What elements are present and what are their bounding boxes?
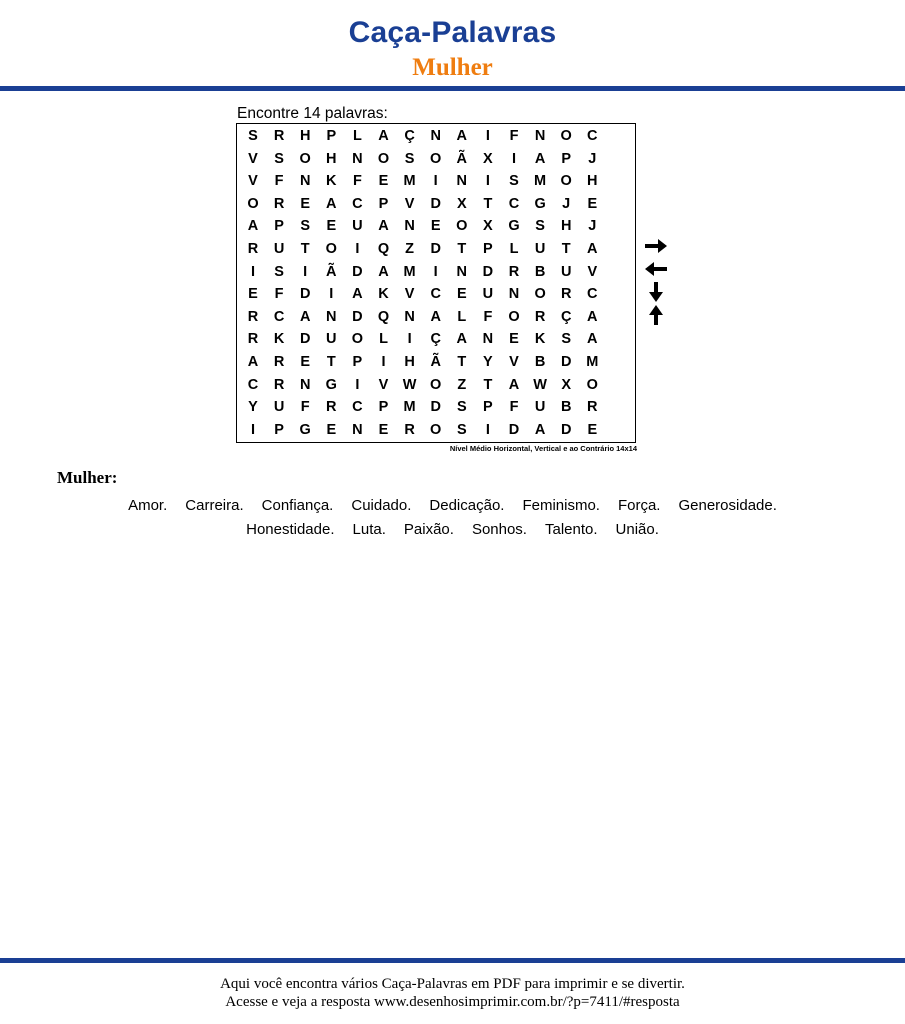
grid-letter[interactable]: O [247,195,259,212]
grid-letter[interactable]: I [303,263,308,280]
word-list-item: Força. [617,497,661,514]
top-divider [0,86,905,91]
grid-letter[interactable]: Ç [404,128,415,144]
grid-row [237,170,635,193]
grid-letter[interactable]: I [329,286,334,303]
grid-letter[interactable]: A [247,354,259,370]
grid-letter[interactable]: A [456,331,468,348]
grid-letter[interactable]: L [457,308,467,325]
word-list-item: Sonhos. [471,521,527,538]
grid-row [237,283,635,306]
grid-letter[interactable]: R [404,421,415,438]
grid-letter[interactable]: I [485,421,490,438]
word-list-item: Amor. [128,497,168,514]
grid-letter[interactable]: V [248,150,258,167]
grid-row [237,193,635,216]
grid-letter[interactable]: S [404,150,415,167]
grid-letter[interactable]: K [273,331,285,348]
grid-letter[interactable]: R [273,354,285,370]
grid-letter[interactable]: E [248,286,258,303]
grid-letter[interactable]: T [300,241,310,257]
grid-letter[interactable]: E [326,218,337,235]
grid-letter[interactable]: S [274,150,284,167]
grid-letter[interactable]: B [560,399,572,416]
grid-letter[interactable]: S [561,331,572,348]
grid-letter[interactable]: D [430,399,441,416]
grid-letter[interactable]: E [300,195,311,212]
grid-letter[interactable]: D [352,308,363,325]
grid-letter[interactable]: E [378,173,389,190]
grid-letter[interactable]: Z [457,376,467,393]
grid-letter[interactable]: E [587,195,598,212]
grid-letter[interactable]: E [456,286,467,303]
grid-letter[interactable]: B [534,263,546,280]
arrow-right-icon [643,235,669,257]
grid-letter[interactable]: M [534,173,547,190]
grid-letter[interactable]: F [300,399,310,416]
grid-letter[interactable]: P [274,421,284,438]
grid-letter[interactable]: Y [248,399,258,416]
grid-letter[interactable]: Q [377,308,390,325]
grid-letter[interactable]: S [535,218,545,235]
grid-letter[interactable]: O [560,173,572,190]
grid-letter[interactable]: T [457,241,467,257]
grid-letter[interactable]: N [352,421,363,438]
footer-info: Aqui você encontra vários Caça-Palavras em PDF para imprimir e se divertir. [220,976,685,992]
grid-letter[interactable]: U [273,241,285,257]
grid-letter[interactable]: A [326,195,337,212]
grid-letter[interactable]: I [485,128,490,144]
grid-letter[interactable]: T [457,354,467,370]
grid-letter[interactable]: R [587,399,598,416]
grid-letter[interactable]: Q [377,241,390,257]
grid-letter[interactable]: F [274,173,284,190]
grid-letter[interactable]: K [378,286,389,303]
grid-letter[interactable]: H [326,150,337,167]
grid-letter[interactable]: F [274,286,284,303]
grid-letter[interactable]: G [534,195,546,212]
grid-letter[interactable]: M [586,354,599,370]
grid-letter[interactable]: A [352,286,363,303]
grid-letter[interactable]: D [299,286,311,303]
grid-letter[interactable]: I [250,263,256,280]
grid-letter[interactable]: A [456,128,468,144]
grid-letter[interactable]: S [274,263,284,280]
grid-letter[interactable]: N [352,150,363,167]
grid-letter[interactable]: C [587,286,598,303]
grid-letter[interactable]: S [456,399,467,416]
grid-letter[interactable]: S [456,421,467,438]
word-list-item: Cuidado. [351,497,412,514]
grid-letter[interactable]: O [456,218,468,235]
grid-letter[interactable]: O [299,150,311,167]
grid-row [237,261,635,284]
grid-letter[interactable]: R [273,128,285,144]
grid-letter[interactable]: G [299,421,311,438]
grid-letter[interactable]: F [509,128,519,144]
grid-letter[interactable]: A [378,218,389,235]
grid-letter[interactable]: C [352,399,363,416]
grid-letter[interactable]: V [248,173,258,190]
grid-letter[interactable]: V [378,376,389,393]
grid-letter[interactable]: A [378,128,389,144]
grid-letter[interactable]: A [587,331,598,348]
grid-letter[interactable]: P [483,399,493,416]
grid-letter[interactable]: U [534,241,546,257]
grid-letter[interactable]: N [508,286,520,303]
grid-letter[interactable]: S [509,173,519,190]
footer-answer-link[interactable]: Acesse e veja a resposta www.desenhosimprimir.com.br/?p=7411/#resposta [225,994,680,1010]
grid-letter[interactable]: D [430,241,441,257]
grid-letter[interactable]: I [485,173,490,190]
grid-letter[interactable]: Ç [560,308,572,325]
grid-letter[interactable]: E [430,218,441,235]
word-list-item: Confiança. [261,497,334,514]
word-list-item: Generosidade. [678,497,777,514]
grid-letter[interactable]: O [430,376,442,393]
grid-letter[interactable]: I [407,331,412,348]
word-list-item: Paixão. [403,521,454,538]
grid-letter[interactable]: U [273,399,285,416]
grid-letter[interactable]: N [299,376,311,393]
grid-letter[interactable]: P [378,399,389,416]
grid-letter[interactable]: F [352,173,362,190]
puzzle-instructions: Encontre 14 palavras: [237,105,388,122]
word-list-line-2 [0,521,905,538]
grid-letter[interactable]: R [534,308,546,325]
grid-letter[interactable]: H [587,173,598,190]
grid-letter[interactable]: C [352,195,363,212]
grid-letter[interactable]: P [378,195,389,212]
grid-letter[interactable]: P [352,354,363,370]
grid-letter[interactable]: O [325,241,337,257]
grid-letter[interactable]: A [430,308,441,325]
word-list-item: Dedicação. [429,497,505,514]
grid-letter[interactable]: A [508,376,520,393]
grid-letter[interactable]: W [533,376,547,393]
grid-letter[interactable]: V [404,286,415,303]
grid-row [237,215,635,238]
grid-letter[interactable]: K [534,331,546,348]
word-list-item: Carreira. [185,497,244,514]
grid-letter[interactable]: R [273,376,285,393]
grid-letter[interactable]: U [326,331,337,348]
grid-letter[interactable]: N [456,173,468,190]
grid-letter[interactable]: T [483,376,493,393]
grid-letter[interactable]: O [508,308,520,325]
difficulty-note: Nível Médio Horizontal, Vertical e ao Contrário 14x14 [449,444,637,453]
grid-letter[interactable]: U [560,263,572,280]
grid-letter[interactable]: V [587,263,598,280]
grid-letter[interactable]: N [404,308,415,325]
grid-letter[interactable]: M [403,173,416,190]
grid-letter[interactable]: V [404,195,415,212]
grid-letter[interactable]: E [326,421,337,438]
grid-letter[interactable]: E [587,421,598,438]
grid-letter[interactable]: F [483,308,493,325]
grid-letter[interactable]: O [560,128,572,144]
grid-letter[interactable]: T [326,354,336,370]
grid-letter[interactable]: J [588,150,597,167]
grid-letter[interactable]: A [299,308,311,325]
grid-letter[interactable]: Y [483,354,493,370]
grid-letter[interactable]: R [508,263,520,280]
grid-row [237,328,635,351]
grid-letter[interactable]: A [534,150,546,167]
grid-letter[interactable]: B [534,354,546,370]
grid-row [237,351,635,374]
grid-letter[interactable]: P [326,128,337,144]
grid-letter[interactable]: C [247,376,259,393]
word-search-grid [236,123,636,443]
grid-row [237,125,635,148]
grid-letter[interactable]: K [326,173,337,190]
grid-letter[interactable]: A [247,218,259,235]
page-subtitle: Mulher [412,54,493,81]
grid-letter[interactable]: U [352,218,363,235]
grid-letter[interactable]: R [247,241,259,257]
grid-letter[interactable]: X [483,150,493,167]
grid-letter[interactable]: G [508,218,520,235]
grid-letter[interactable]: O [430,150,442,167]
grid-letter[interactable]: D [508,421,520,438]
grid-letter[interactable]: D [482,263,494,280]
grid-letter[interactable]: O [430,421,442,438]
word-list-line-1 [0,497,905,514]
grid-letter[interactable]: R [326,399,337,416]
grid-letter[interactable]: D [560,354,572,370]
grid-letter[interactable]: N [456,263,468,280]
grid-letter[interactable]: D [299,331,311,348]
arrow-up-icon [643,304,669,326]
grid-letter[interactable]: N [534,128,546,144]
grid-letter[interactable]: I [355,376,360,393]
grid-letter[interactable]: N [430,128,441,144]
grid-letter[interactable]: U [482,286,494,303]
word-list-item: União. [615,521,659,538]
arrow-down-icon [643,281,669,303]
grid-letter[interactable]: R [273,195,285,212]
grid-letter[interactable]: N [326,308,337,325]
grid-letter[interactable]: E [378,421,389,438]
grid-letter[interactable]: O [377,150,390,167]
grid-letter[interactable]: D [352,263,363,280]
grid-row [237,306,635,329]
grid-letter[interactable]: G [325,376,337,393]
grid-letter[interactable]: R [247,331,259,348]
grid-letter[interactable]: C [273,308,285,325]
grid-letter[interactable]: A [378,263,389,280]
grid-letter[interactable]: Z [405,241,415,257]
grid-letter[interactable]: O [534,286,546,303]
grid-letter[interactable]: L [352,128,362,144]
grid-letter[interactable]: T [483,195,493,212]
grid-letter[interactable]: R [560,286,572,303]
grid-letter[interactable]: J [588,218,597,235]
grid-row [237,419,635,442]
grid-letter[interactable]: T [561,241,571,257]
grid-letter[interactable]: H [299,128,311,144]
grid-letter[interactable]: I [511,150,517,167]
grid-letter[interactable]: C [587,128,598,144]
grid-letter[interactable]: Ã [326,263,337,280]
grid-letter[interactable]: I [381,354,386,370]
grid-row [237,374,635,397]
grid-letter[interactable]: N [482,331,494,348]
grid-letter[interactable]: P [483,241,493,257]
grid-letter[interactable]: M [403,263,416,280]
grid-letter[interactable]: P [274,218,284,235]
grid-letter[interactable]: H [404,354,415,370]
grid-letter[interactable]: A [587,308,598,325]
grid-letter[interactable]: L [509,241,519,257]
word-list-item: Luta. [352,521,386,538]
grid-letter[interactable]: H [560,218,572,235]
grid-letter[interactable]: L [379,331,388,348]
grid-letter[interactable]: E [509,331,519,348]
grid-letter[interactable]: I [433,263,438,280]
word-list-item: Honestidade. [246,521,335,538]
grid-letter[interactable]: I [355,241,360,257]
grid-letter[interactable]: X [483,218,493,235]
grid-letter[interactable]: Ç [430,331,441,348]
grid-letter[interactable]: P [561,150,572,167]
grid-row [237,396,635,419]
arrow-left-icon [643,258,669,280]
grid-letter[interactable]: A [587,241,598,257]
grid-letter[interactable]: O [351,331,364,348]
grid-letter[interactable]: A [534,421,546,438]
grid-letter[interactable]: W [402,376,417,393]
grid-letter[interactable]: Ã [456,150,468,167]
word-list-heading: Mulher: [57,468,118,487]
grid-letter[interactable]: C [508,195,520,212]
grid-letter[interactable]: N [299,173,311,190]
grid-letter[interactable]: I [433,173,438,190]
grid-letter[interactable]: D [430,195,441,212]
grid-letter[interactable]: F [509,399,519,416]
grid-row [237,148,635,171]
grid-letter[interactable]: V [509,354,519,370]
grid-letter[interactable]: X [561,376,572,393]
grid-letter[interactable]: E [300,354,311,370]
word-list-item: Talento. [544,521,598,538]
grid-letter[interactable]: O [586,376,598,393]
grid-letter[interactable]: S [300,218,311,235]
grid-letter[interactable]: N [404,218,415,235]
grid-letter[interactable]: J [562,195,571,212]
grid-letter[interactable]: U [534,399,546,416]
grid-letter[interactable]: I [250,421,256,438]
grid-row [237,238,635,261]
grid-letter[interactable]: Ã [430,354,441,370]
grid-letter[interactable]: R [247,308,259,325]
word-list-item: Feminismo. [522,497,600,514]
grid-letter[interactable]: X [456,195,467,212]
grid-letter[interactable]: S [248,128,258,144]
bottom-divider [0,958,905,963]
grid-letter[interactable]: D [560,421,572,438]
grid-letter[interactable]: C [430,286,441,303]
grid-letter[interactable]: M [403,399,416,416]
page-title: Caça-Palavras [348,16,557,49]
